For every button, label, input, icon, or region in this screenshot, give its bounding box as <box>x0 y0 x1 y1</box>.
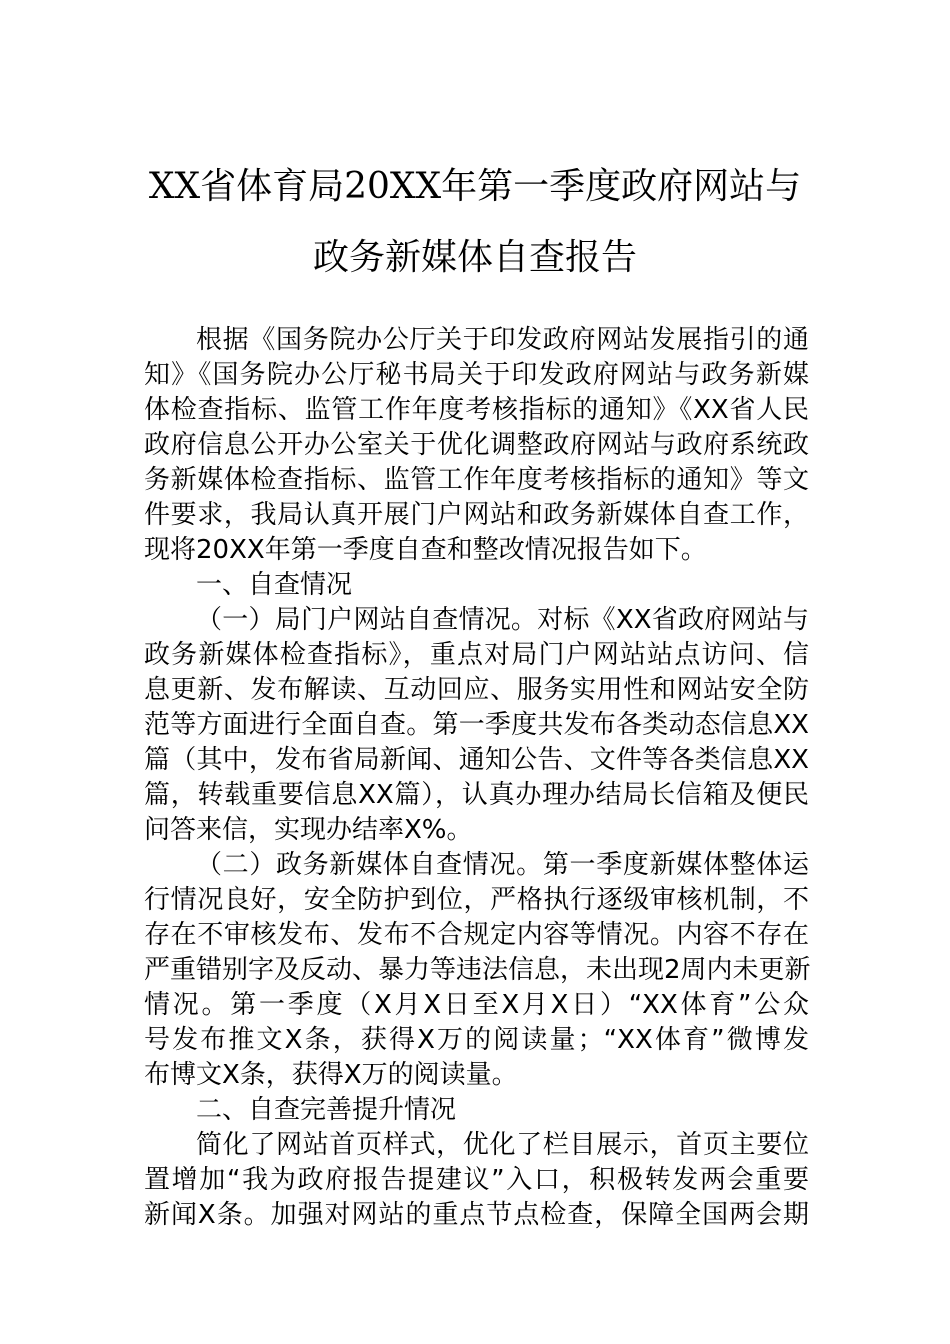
paragraph-4-line-1: 简化了网站首页样式，优化了栏目展示，首页主要位 <box>196 1130 809 1160</box>
paragraph-3-line-7: 布博文X条，获得X万的阅读量。 <box>144 1060 518 1090</box>
paragraph-3-line-1: （二）政务新媒体自查情况。第一季度新媒体整体运 <box>196 850 809 880</box>
paragraph-2-line-6: 篇，转载重要信息XX篇），认真办理办结局长信箱及便民 <box>144 780 809 810</box>
document-body <box>144 323 809 1233</box>
paragraph-3-line-5: 情况。第一季度（X月X日至X月X日）“XX体育”公众 <box>144 990 809 1020</box>
paragraph-2-line-1: （一）局门户网站自查情况。对标《XX省政府网站与 <box>196 605 809 635</box>
paragraph-3-line-3: 存在不审核发布、发布不合规定内容等情况。内容不存在 <box>144 920 809 950</box>
document-title-line-1: XX省体育局20XX年第一季度政府网站与 <box>148 166 802 207</box>
paragraph-2-line-4: 范等方面进行全面自查。第一季度共发布各类动态信息XX <box>144 710 809 740</box>
paragraph-1-line-5: 务新媒体检查指标、监管工作年度考核指标的通知》等文 <box>144 465 809 495</box>
paragraph-2-line-7: 问答来信，实现办结率X%。 <box>144 815 473 845</box>
paragraph-1-line-6: 件要求，我局认真开展门户网站和政务新媒体自查工作， <box>144 500 809 530</box>
paragraph-2-line-5: 篇（其中，发布省局新闻、通知公告、文件等各类信息XX <box>144 745 809 775</box>
paragraph-2-line-2: 政务新媒体检查指标》，重点对局门户网站站点访问、信 <box>144 640 809 670</box>
paragraph-1-line-3: 体检查指标、监管工作年度考核指标的通知》《XX省人民 <box>144 395 809 425</box>
paragraph-4-line-2: 置增加“我为政府报告提建议”入口，积极转发两会重要 <box>144 1165 809 1195</box>
paragraph-1-line-2: 知》《国务院办公厅秘书局关于印发政府网站与政务新媒 <box>144 360 809 390</box>
paragraph-1-line-4: 政府信息公开办公室关于优化调整政府网站与政府系统政 <box>144 430 809 460</box>
section-heading-2: 二、自查完善提升情况 <box>196 1095 457 1125</box>
paragraph-1-line-1: 根据《国务院办公厅关于印发政府网站发展指引的通 <box>196 325 809 355</box>
section-heading-1: 一、自查情况 <box>196 570 353 600</box>
paragraph-3-line-6: 号发布推文X条，获得X万的阅读量；“XX体育”微博发 <box>144 1025 809 1055</box>
document-title-line-2: 政务新媒体自查报告 <box>312 237 637 278</box>
paragraph-2-line-3: 息更新、发布解读、互动回应、服务实用性和网站安全防 <box>144 675 809 705</box>
paragraph-3-line-2: 行情况良好，安全防护到位，严格执行逐级审核机制，不 <box>144 885 809 915</box>
paragraph-4-line-3: 新闻X条。加强对网站的重点节点检查，保障全国两会期 <box>144 1200 809 1230</box>
paragraph-1-line-7: 现将20XX年第一季度自查和整改情况报告如下。 <box>144 535 707 565</box>
paragraph-3-line-4: 严重错别字及反动、暴力等违法信息，未出现2周内未更新 <box>144 955 811 985</box>
